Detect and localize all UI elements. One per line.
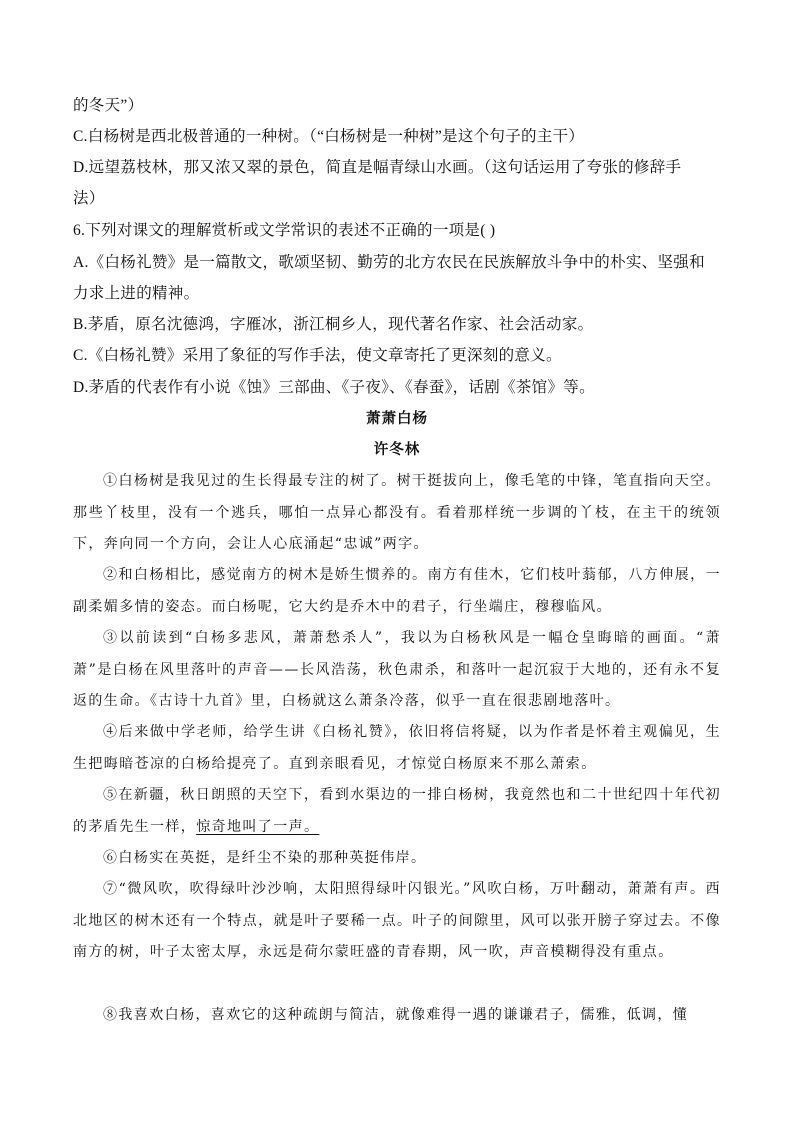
paragraph-3: ③以前读到“白杨多悲风，萧萧愁杀人”，我以为白杨秋风是一幅仓皇晦暗的画面。“萧萧”是白杨在风里落叶的声音——长风浩荡，秋色肃杀，和落叶一起沉寂于大地的，还有永不复返的生命。《古诗十九首》里，白杨就这么萧条冷落，似乎一直在很悲剧地落叶。 xyxy=(73,630,721,709)
paragraph-6: ⑥白杨实在英挺，是纤尘不染的那种英挺伟岸。 xyxy=(103,850,427,866)
question-6-option-d: D.茅盾的代表作有小说《蚀》三部曲、《子夜》、《春蚕》，话剧《茶馆》等。 xyxy=(73,379,595,396)
paragraph-5 xyxy=(73,780,721,843)
paragraph-7: ⑦“微风吹，吹得绿叶沙沙响，太阳照得绿叶闪银光。”风吹白杨，万叶翻动，萧萧有声。西北地区的树木还有一个特点，就是叶子要稀一点。叶子的间隙里，风可以张开膀子穿过去。不像南方的树，叶子太密太厚，永远是荷尔蒙旺盛的青春期，风一吹，声音模糊得没有重点。 xyxy=(73,881,721,960)
paragraph-1: ①白杨树是我见过的生长得最专注的树了。树干挺拔向上，像毛笔的中锋，笔直指向天空。那些丫枝里，没有一个逃兵，哪怕一点异心都没有。看着那样统一步调的丫枝，在主干的统领下，奔向同一个方向，会让人心底涌起“忠诚”两字。 xyxy=(73,473,721,552)
article-title: 萧萧白杨 xyxy=(366,410,428,427)
question-6-option-b: B.茅盾，原名沈德鸿，字雁冰，浙江桐乡人，现代著名作家、社会活动家。 xyxy=(73,316,594,333)
option-b-continuation: 的冬天”） xyxy=(73,97,144,114)
question-6-option-a-line-1: A.《白杨礼赞》是一篇散文，歌颂坚韧、勤劳的北方农民在民族解放斗争中的朴实、坚强和 xyxy=(73,254,705,271)
option-d-line-1: D.远望荔枝林，那又浓又翠的景色，简直是幅青绿山水画。（这句话运用了夸张的修辞手 xyxy=(73,159,682,176)
paragraph-8: ⑧我喜欢白杨，喜欢它的这种疏朗与简洁，就像难得一遇的谦谦君子，儒雅，低调，懂 xyxy=(103,1007,689,1023)
paragraph-4: ④后来做中学老师，给学生讲《白杨礼赞》，依旧将信将疑，以为作者是怀着主观偏见，生生把晦暗苍凉的白杨给提亮了。直到亲眼看见，才惊觉白杨原来不那么萧索。 xyxy=(73,724,721,772)
underlined-sentence: 惊奇地叫了一声。 xyxy=(196,818,320,835)
article-author: 许冬林 xyxy=(373,441,421,458)
question-6-option-c: C.《白杨礼赞》采用了象征的写作手法，使文章寄托了更深刻的意义。 xyxy=(73,347,562,364)
paragraph-2: ②和白杨相比，感觉南方的树木是娇生惯养的。南方有佳木，它们枝叶蓊郁，八方伸展，一副柔媚多情的姿态。而白杨呢，它大约是乔木中的君子，行坐端庄，穆穆临风。 xyxy=(73,567,721,615)
paragraph-5-text: ⑤在新疆，秋日朗照的天空下，看到水渠边的一排白杨树，我竟然也和二十世纪四十年代初的茅盾先生一样， xyxy=(73,787,721,835)
question-6-option-a-line-2: 力求上进的精神。 xyxy=(73,285,200,302)
question-6: 6.下列对课文的理解赏析或文学常识的表述不正确的一项是( ) xyxy=(73,222,496,239)
option-c: C.白杨树是西北极普通的一种树。（“白杨树是一种树”是这个句子的主干） xyxy=(73,128,585,145)
option-d-line-2: 法） xyxy=(73,190,105,207)
